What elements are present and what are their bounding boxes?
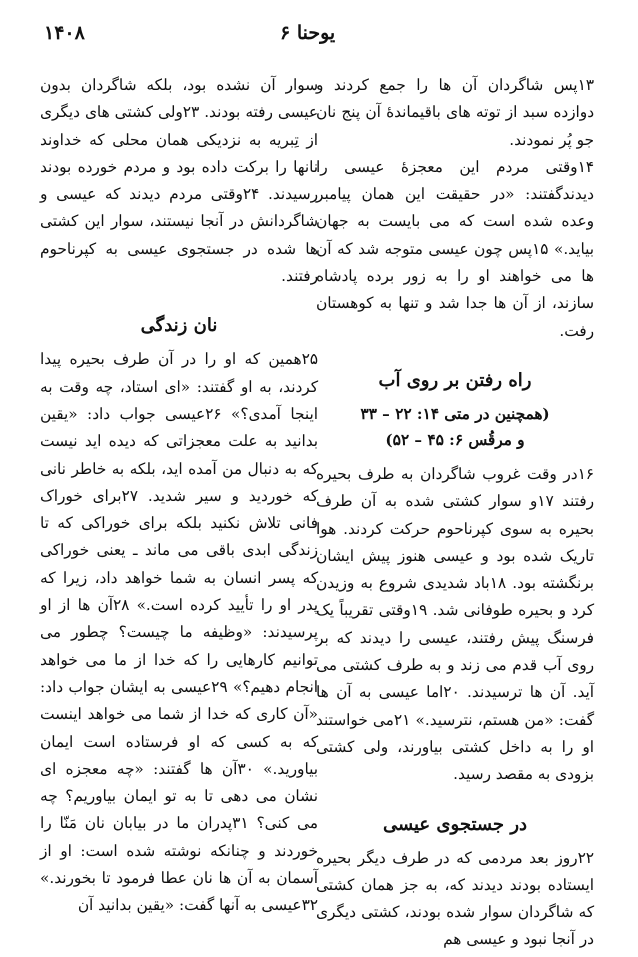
cross-reference-line: (همچنین در متی ١۴: ٢٢ – ٣٣ [360,404,550,423]
verse-paragraph: ‏٢۵همین که او را در آن طرف بحیره پیدا کردند، به او گفتند: «ای استاد، چه وقت به اینجا آمدی؟» ٢۶عیسی جواب داد: «یقین بدانید به علت معجزاتی که دیده اید نیست که به دنبال من آمده اید، بلکه به خاطر نانی که خوردید و سیر شدید. ٢٧برای خوراک فانی تلاش نکنید بلکه برای خوراکی که تا زندگی ابدی باقی می ماند ـ یعنی خوراکی که پسر انسان به شما خواهد داد، زیرا که پدر او را تأیید کرده است.» ٢٨آن ها از او پرسیدند: «وظیفه ما چیست؟ چطور می توانیم کارهایی را که خدا از ما می خواهد انجام دهیم؟» ٢٩عیسی به ایشان جواب داد: «آن کاری که خدا از شما می خواهد اینست که به کسی که او فرستاده است ایمان بیاورید.» ٣٠آن ها گفتند: «چه معجزه ای نشان می دهی تا به تو ایمان بیاوریم؟ چه می کنی؟ ٣١پدران ما در بیابان نان مَنّا را خوردند و چنانکه نوشته شده است: او از آسمان به آن ها نان عطا فرمود تا بخورند.» ٣٢عیسی به آنها گفت: «یقین بدانید آن [40,350,318,915]
verse-paragraph: ‏١۶در وقت غروب شاگردان به طرف بحیره رفتند ١٧و سوار کشتی شده به آن طرف بحیره به سوی کپرناحوم حرکت کردند. هوا تاریک شده بود و عیسی هنوز پیش ایشان برنگشته بود. ١٨باد شدیدی شروع به وزیدن کرد و بحیره طوفانی شد. ١٩وقتی تقریباً یک فرسنگ پیش رفتند، عیسی را دیدند که بر روی آب قدم می زند و به طرف کشتی می آید. آن ها ترسیدند. ٢٠اما عیسی به آن ها گفت: «من هستم، نترسید.» ٢١می خواستند او را به داخل کشتی بیاورند، ولی کشتی بزودی به مقصد رسید. [316,464,594,784]
verse-paragraph: سوار آن نشده بود، بلکه شاگردان بدون عیسی رفته بودند. ٢٣ولی کشتی های دیگری از تِبریه به نزدیکی همان محلی که خداوند نانها را برکت داده بود و مردم خورده بودند رسیدند. ٢۴وقتی مردم دیدند که عیسی و شاگردانش در آنجا نیستند، سوار این کشتی ها شده در جستجوی عیسی به کپرناحوم رفتند. [40,76,318,286]
verse-paragraph: ‏٢٢روز بعد مردمی که در طرف دیگر بحیره ایستاده بودند دیدند که، به جز همان کشتی که شاگردان سوار شده بودند، کشتی دیگری در آنجا نبود و عیسی هم [316,848,594,949]
cross-reference-line: و مرقُس ۶: ۴۵ – ۵٢) [385,430,525,449]
verse-paragraph: ‏١٣پس شاگردان آن ها را جمع کردند و دوازده سبد از توته های باقیماندۀ آن پنج نان جو پُر نمودند. [316,76,594,149]
section-heading: نان زندگی [140,315,218,337]
left-column [40,72,318,920]
section-heading: در جستجوی عیسی [382,813,528,835]
section-heading: راه رفتن بر روی آب [378,369,532,391]
running-title: یوحنا ۶ [280,22,336,44]
verse-paragraph: ‏١۴وقتی مردم این معجزۀ عیسی را دیدندگفتند: «در حقیقت این همان پیامبر وعده شده است که می بایست به جهان بیاید.» ١۵پس چون عیسی متوجه شد که آن ها می خواهند او را به زور برده پادشاه سازند، از آن ها جدا شد و تنها به کوهستان رفت. [316,157,594,340]
right-column [316,72,594,954]
cross-reference [316,401,594,453]
page-number: ١۴٠٨ [44,22,85,44]
